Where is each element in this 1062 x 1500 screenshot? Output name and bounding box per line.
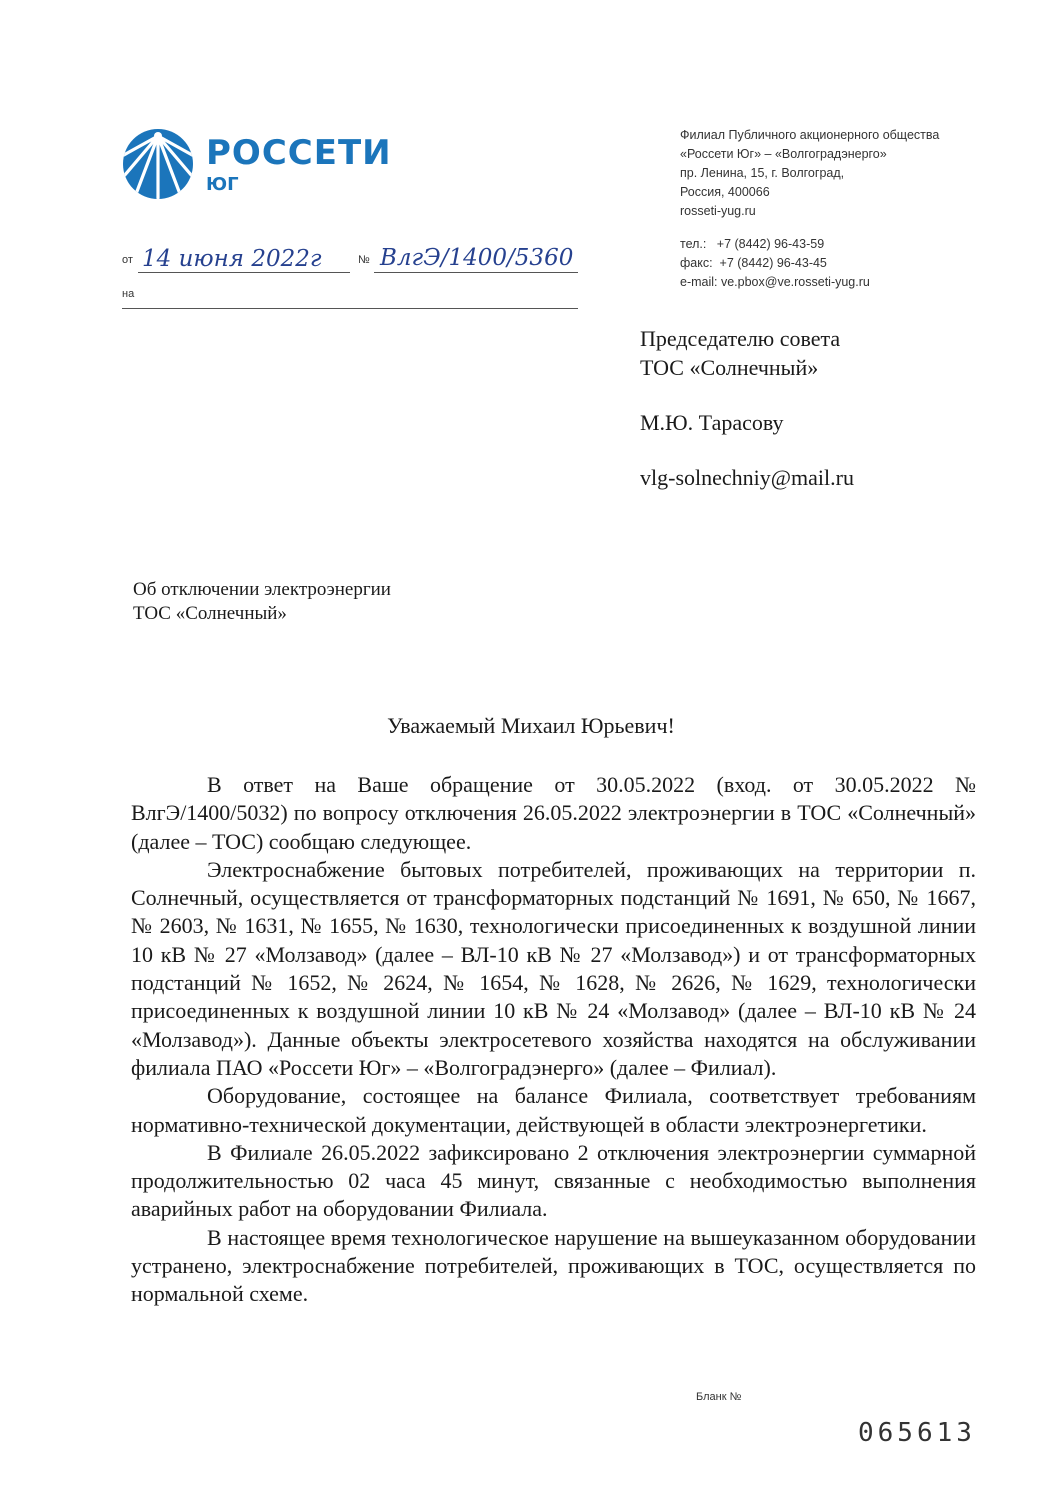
letter-body — [131, 771, 976, 1309]
greeting: Уважаемый Михаил Юрьевич! — [387, 713, 675, 738]
handwritten-date: 14 июня 2022г — [142, 246, 322, 272]
logo-name: РОССЕТИ — [206, 133, 392, 173]
body-paragraph: В ответ на Ваше обращение от 30.05.2022 (вход. от 30.05.2022 № ВлгЭ/1400/5032) по вопросу отключения 26.05.2022 электроэнергии в ТОС «Солнечный» (далее – ТОС) сообщаю следующее. — [131, 772, 976, 854]
logo-subname: ЮГ — [206, 174, 239, 195]
blank-number: 065613 — [858, 1418, 976, 1448]
recipient-title: Председателю совета — [640, 326, 841, 351]
number-label: № — [358, 254, 370, 266]
blank-label: Бланк № — [696, 1391, 742, 1403]
registration-block — [122, 244, 582, 314]
sender-address — [680, 126, 939, 292]
body-paragraph: Электроснабжение бытовых потребителей, проживающих на территории п. Солнечный, осуществляется от трансформаторных подстанций № 1691, № 650, № 1667, № 2603, № 1631, № 1655, № 1630, технологически присоединенных к воздушной линии 10 кВ № 27 «Молзавод» (далее – ВЛ-10 кВ № 27 «Молзавод») и от трансформаторных подстанций № 1652, № 2624, № 1654, № 1628, № 2626, № 1629, технологически присоединенных к воздушной линии 10 кВ № 24 «Молзавод» (далее – ВЛ-10 кВ № 24 «Молзавод»). Данные объекты электросетевого хозяйства находятся на обслуживании филиала ПАО «Россети Юг» – «Волгоградэнерго» (далее – Филиал). — [131, 856, 976, 1080]
date-label: от — [122, 254, 133, 266]
body-paragraph: Оборудование, состоящее на балансе Филиала, соответствует требованиям нормативно-технической документации, действующей в области электроэнергетики. — [131, 1083, 976, 1137]
sender-line: «Россети Юг» – «Волгоградэнерго» — [680, 147, 887, 161]
recipient-block — [640, 324, 854, 492]
recipient-email: vlg-solnechniy@mail.ru — [640, 465, 854, 490]
to-label: на — [122, 288, 135, 300]
company-logo — [122, 128, 392, 200]
subject-line: ТОС «Солнечный» — [133, 603, 287, 624]
sender-line: пр. Ленина, 15, г. Волгоград, — [680, 166, 845, 180]
body-paragraph: В настоящее время технологическое нарушение на вышеуказанном оборудовании устранено, электроснабжение потребителей, проживающих в ТОС, осуществляется по нормальной схеме. — [131, 1224, 976, 1307]
sender-website: rosseti-yug.ru — [680, 204, 756, 218]
handwritten-number: ВлгЭ/1400/5360 — [380, 245, 574, 271]
sender-phone: тел.: +7 (8442) 96-43-59 — [680, 237, 825, 251]
sender-line: Филиал Публичного акционерного общества — [680, 128, 940, 142]
subject-line: Об отключении электроэнергии — [133, 579, 391, 600]
recipient-org: ТОС «Солнечный» — [640, 355, 819, 380]
letter-subject — [133, 578, 391, 626]
sender-email: e-mail: ve.pbox@ve.rosseti-yug.ru — [680, 275, 870, 289]
recipient-name: М.Ю. Тарасову — [640, 410, 784, 435]
sender-line: Россия, 400066 — [680, 185, 770, 199]
sender-fax: факс: +7 (8442) 96-43-45 — [680, 256, 827, 270]
body-paragraph: В Филиале 26.05.2022 зафиксировано 2 отключения электроэнергии суммарной продолжительностью 02 часа 45 минут, связанные с необходимостью выполнения аварийных работ на оборудовании Филиала. — [131, 1139, 976, 1222]
rosseti-emblem-icon — [122, 128, 194, 200]
